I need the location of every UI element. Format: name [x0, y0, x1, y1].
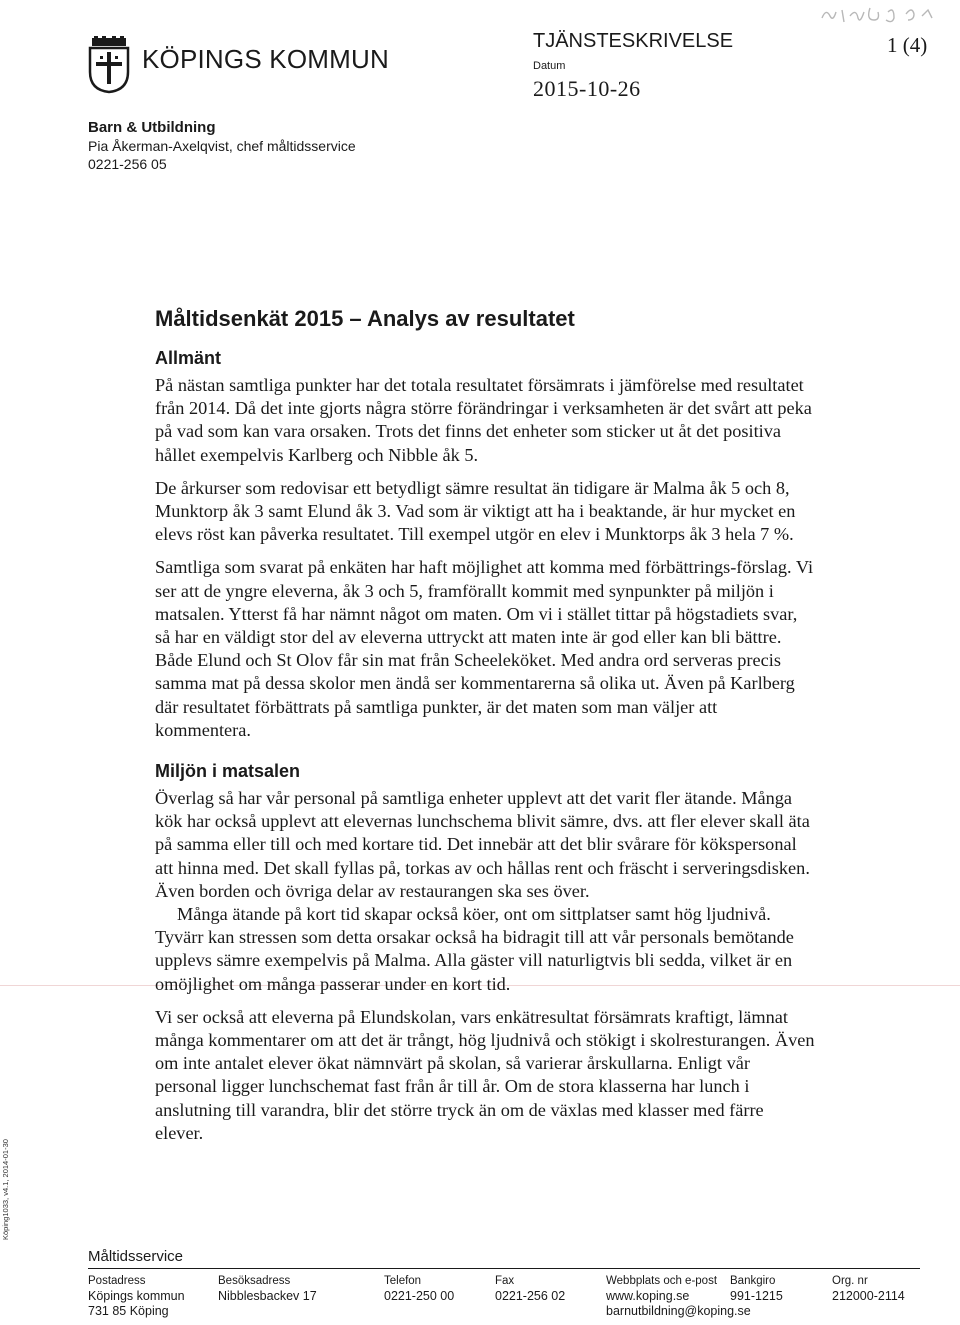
- document-title: Måltidsenkät 2015 – Analys av resultatet: [155, 306, 575, 331]
- footer-bankgiro: [730, 1274, 783, 1304]
- handwritten-mark: [818, 2, 938, 26]
- footer-divider: [88, 1268, 920, 1269]
- paragraph: Många ätande på kort tid skapar också köer, ont om sittplatser samt hög ljudnivå. Tyvärr kan stressen som detta orsakar också ha bidragit till att vår personals bemötande upplevs sämre exempelvis på Malma. Alla gäster vill naturligtvis bli sedda, vilket är en omöjlighet om många passerar under en kort tid.: [155, 904, 794, 994]
- footer-label: Org. nr: [832, 1275, 868, 1287]
- paragraph: På nästan samtliga punkter har det totala resultatet försämrats i jämförelse med resultatet från 2014. Då det inte gjorts några större förändringar i verksamheten är det svårt att peka på vad som kan vara orsaken. Trots det finns det enheter som sticker ut åt det positiva hållet exempelvis Karlberg och Nibble åk 5.: [155, 375, 812, 465]
- paragraph: Överlag så har vår personal på samtliga enheter upplevt att det varit fler ätande. Många kök har också upplevt att elevernas lunchschema blivit sämre, dvs. att fler elever skall äta på samma eller till och med kortare tid. Det innebär att det blir svårare för kökspersonal att hinna med. Det skall fyllas på, torkas av och hållas rent och fräscht i serveringsdisken. Även borden och övriga delar av restaurangen ska ses över.: [155, 788, 810, 901]
- page-number: 1 (4): [887, 33, 928, 57]
- sender-person: Pia Åkerman-Axelqvist, chef måltidsservice: [88, 138, 356, 154]
- footer-fax: [495, 1274, 565, 1304]
- paragraph: De årkurser som redovisar ett betydligt sämre resultat än tidigare är Malma åk 5 och 8, Munktorp åk 3 samt Elund åk 3. Vad som är viktigt att ha i beaktande, är hur mycket en elevs röst kan påverka resultatet. Till exempel utgör en elev i Munktorps åk 3 hela 7 %.: [155, 477, 796, 545]
- organization-name: KÖPINGS KOMMUN: [142, 44, 389, 74]
- footer-postadress: [88, 1274, 185, 1319]
- footer-value: 0221-250 00: [384, 1289, 455, 1303]
- paragraph: Vi ser också att eleverna på Elundskolan, vars enkätresultat försämrats kraftigt, lämnat många kommentarer om att det är trångt, hög ljudnivå och stökigt i skolresturangen. Även om inte antalet elever ökat nämnvärt på skolan, så varierar årskullarna. Enligt vår personal ligger lunchschemat fast från år till år. Om de stora klasserna har lunch i anslutning till varandra, blir det större tryck än om de växlas med klasser med färre elever.: [155, 1006, 815, 1143]
- footer-orgnr: [832, 1274, 905, 1304]
- footer-label: Bankgiro: [730, 1275, 776, 1287]
- footer-label: Postadress: [88, 1275, 146, 1287]
- document-type: TJÄNSTESKRIVELSE: [533, 30, 734, 52]
- footer-value: 212000-2114: [832, 1289, 905, 1303]
- paragraph: Samtliga som svarat på enkäten har haft möjlighet att komma med förbättrings-förslag. Vi ser att de yngre eleverna, åk 3 och 5, framförallt kommit med synpunkter på miljön i matsalen. Ytterst få har nämnt något om maten. Om vi i stället tittar på högstadiets svar, så har en väldigt stor del av eleverna uttryckt att maten inte är god eller kan bli bättre. Både Elund och St Olov får sin mat från Scheeleköket. Med andra ord serveras precis samma mat på dessa skolor men ändå ser kommentarerna så olika ut. Även på Karlberg där resultatet förbättrats på samtliga punkter, är det maten som man väljer att kommentera.: [155, 557, 814, 740]
- department-name: Barn & Utbildning: [88, 119, 216, 136]
- template-version-code: Köping1033, v4.1, 2014-01-30: [1, 1139, 10, 1240]
- footer-value: Köpings kommun: [88, 1289, 185, 1303]
- section-heading-allmant: Allmänt: [155, 348, 222, 368]
- footer-besoksadress: [218, 1274, 317, 1304]
- municipality-crest-logo: [86, 36, 132, 94]
- sender-phone: 0221-256 05: [88, 156, 167, 172]
- footer-value: 731 85 Köping: [88, 1304, 169, 1318]
- email-link[interactable]: barnutbildning@koping.se: [606, 1304, 751, 1318]
- date-label: Datum: [533, 60, 566, 72]
- footer-unit-name: Måltidsservice: [88, 1248, 184, 1265]
- footer-label: Webbplats och e-post: [606, 1275, 718, 1287]
- footer-telefon: [384, 1274, 454, 1304]
- footer-label: Fax: [495, 1275, 515, 1287]
- document-body: [155, 305, 815, 1155]
- section-heading-miljon: Miljön i matsalen: [155, 761, 301, 782]
- footer-label: Besöksadress: [218, 1275, 291, 1287]
- footer-value: 0221-256 02: [495, 1289, 566, 1303]
- document-date: 2015-10-26: [533, 76, 641, 101]
- footer-value: 991-1215: [730, 1289, 783, 1303]
- website-link[interactable]: www.koping.se: [606, 1289, 690, 1303]
- footer-label: Telefon: [384, 1275, 422, 1287]
- footer-value: Nibblesbackev 17: [218, 1289, 317, 1303]
